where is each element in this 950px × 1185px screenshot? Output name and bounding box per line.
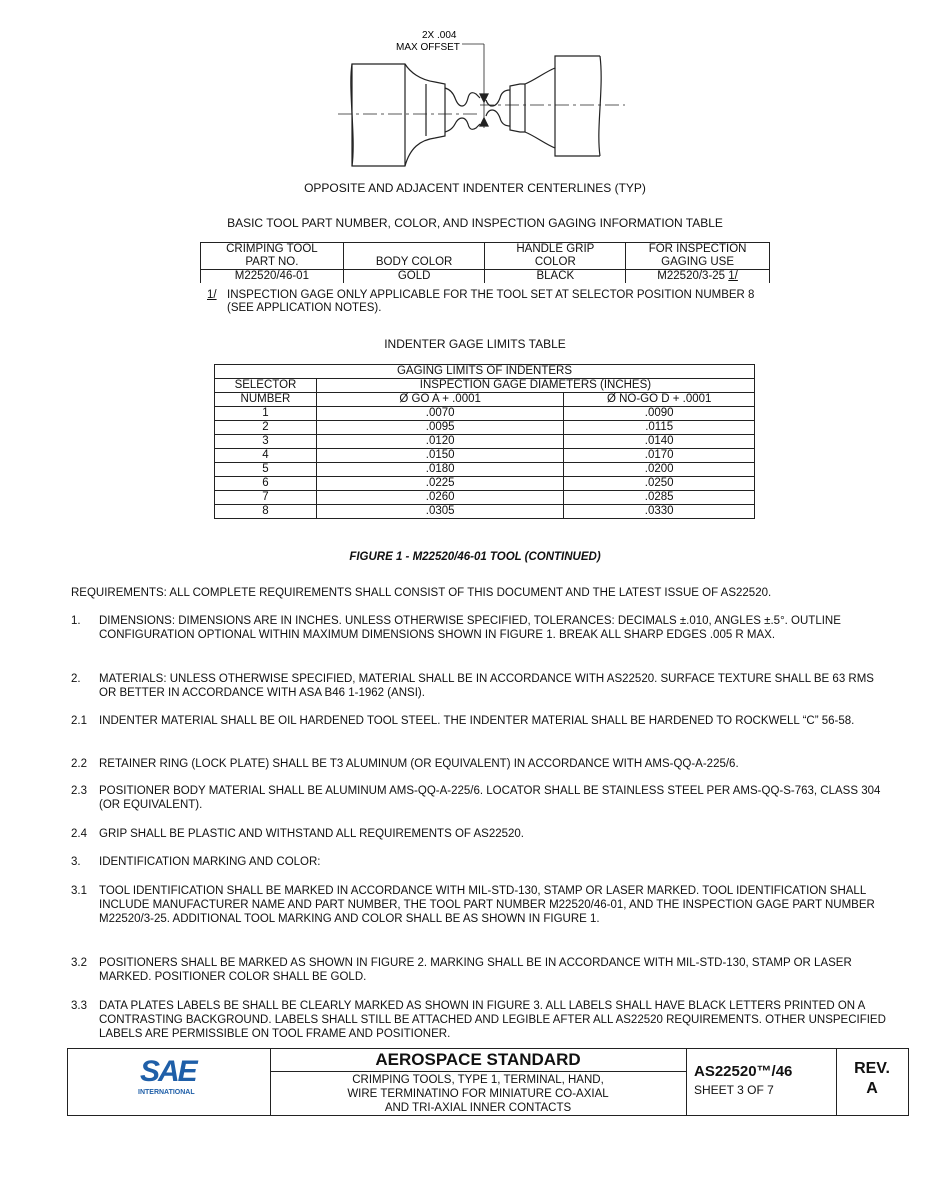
paragraph-number: 2. [71,673,81,685]
paragraph-text: DATA PLATES LABELS BE SHALL BE CLEARLY MARKED AS SHOWN IN FIGURE 3. ALL LABELS SHALL HAVE BLACK LETTERS PRINTED ON A CONTRASTING BACKGROUND. LABELS SHALL STILL BE ATTACHED AND LEGIBLE AFTER ALL AS22520 REQUIREMENTS. OTHER UNSPECIFIED LABELS ARE PERMISSIBLE ON TOOL FRAME AND POSITIONER. [99,1000,886,1040]
standard-type: AEROSPACE STANDARD [270,1049,686,1072]
paragraph-2-3 [71,784,891,812]
selector-header-2: NUMBER [215,393,317,407]
cell-selector: 7 [215,491,317,505]
revision-label: REV. A [854,1060,890,1097]
cell-go: .0095 [316,421,563,435]
standard-description: CRIMPING TOOLS, TYPE 1, TERMINAL, HAND, WIRE TERMINATINO FOR MINIATURE CO-AXIAL AND TRI-AXIAL INNER CONTACTS [347,1074,609,1114]
cell-go: .0260 [316,491,563,505]
revision-cell [836,1049,908,1115]
selector-header-1: SELECTOR [215,379,317,393]
paragraph-text: POSITIONER BODY MATERIAL SHALL BE ALUMINUM AMS-QQ-A-225/6. LOCATOR SHALL BE STAINLESS STEEL PER AMS-QQ-S-763, CLASS 304 (OR EQUIVALENT). [99,785,881,811]
paragraph-1 [71,614,891,642]
table-row [215,505,755,519]
table-row [215,421,755,435]
paragraph-2 [71,672,891,700]
footnote-mark: 1/ [207,289,217,301]
table-header-row [201,243,770,270]
paragraph-text: INDENTER MATERIAL SHALL BE OIL HARDENED TOOL STEEL. THE INDENTER MATERIAL SHALL BE HARDENED TO ROCKWELL “C” 56-58. [99,715,855,727]
cell-nogo: .0170 [564,449,755,463]
cell-nogo: .0250 [564,477,755,491]
paragraph-number: 3. [71,856,81,868]
gage-table-title: INDENTER GAGE LIMITS TABLE [384,337,566,351]
header-part-no: CRIMPING TOOL PART NO. [201,243,344,270]
tool-info-table [200,242,770,283]
cell-go: .0305 [316,505,563,519]
cell-grip-color: BLACK [485,270,626,284]
left-indenter-body [352,64,445,166]
footnote-text: INSPECTION GAGE ONLY APPLICABLE FOR THE TOOL SET AT SELECTOR POSITION NUMBER 8 (SEE APPLICATION NOTES). [227,289,755,314]
gage-header-top: GAGING LIMITS OF INDENTERS [215,365,755,379]
paragraph-2-2 [71,757,891,771]
table-row [201,270,770,284]
cell-go: .0120 [316,435,563,449]
cell-selector: 6 [215,477,317,491]
paragraph-3-2 [71,956,891,984]
cell-selector: 2 [215,421,317,435]
paragraph-number: 3.3 [71,1000,87,1012]
paragraph-number: 2.1 [71,715,87,727]
cell-selector: 1 [215,407,317,421]
paragraph-text: TOOL IDENTIFICATION SHALL BE MARKED IN ACCORDANCE WITH MIL-STD-130, STAMP OR LASER MARKED. TOOL IDENTIFICATION SHALL INCLUDE MANUFACTURER NAME AND PART NUMBER, THE TOOL PART NUMBER M22520/46-01, AND THE INSPECTION GAGE PART NUMBER M22520/3-25. ADDITIONAL TOOL MARKING AND COLOR SHALL BE AS SHOWN IN FIGURE 1. [99,885,875,925]
cell-body-color: GOLD [343,270,485,284]
header-body-color: BODY COLOR [343,243,485,270]
paragraph-2-1 [71,714,891,728]
cell-go: .0150 [316,449,563,463]
paragraph-number: 3.2 [71,957,87,969]
cell-nogo: .0090 [564,407,755,421]
title-description-cell [270,1049,687,1115]
cell-nogo: .0330 [564,505,755,519]
offset-label-line2: MAX OFFSET [396,42,460,53]
paragraph-text: DIMENSIONS: DIMENSIONS ARE IN INCHES. UNLESS OTHERWISE SPECIFIED, TOLERANCES: DECIMALS ±.010, ANGLES ±.5°. OUTLINE CONFIGURATION OPTIONAL WITHIN MAXIMUM DIMENSIONS SHOWN IN FIGURE 1. BREAK ALL SHARP EDGES .005 R MAX. [99,615,841,641]
cell-go: .0180 [316,463,563,477]
gage-limits-table [214,364,755,519]
logo-subtext: INTERNATIONAL [138,1089,195,1096]
cell-go: .0225 [316,477,563,491]
cell-selector: 3 [215,435,317,449]
table-row [215,477,755,491]
cell-nogo: .0285 [564,491,755,505]
paragraph-number: 2.2 [71,758,87,770]
paragraph-3-1 [71,884,891,926]
table-row [215,407,755,421]
paragraph-text: POSITIONERS SHALL BE MARKED AS SHOWN IN FIGURE 2. MARKING SHALL BE IN ACCORDANCE WITH MIL-STD-130, STAMP OR LASER MARKED. POSITIONER COLOR SHALL BE GOLD. [99,957,852,983]
diameter-header: INSPECTION GAGE DIAMETERS (INCHES) [316,379,754,393]
cell-go: .0070 [316,407,563,421]
paragraph-2-4 [71,827,891,841]
cell-nogo: .0140 [564,435,755,449]
cell-selector: 8 [215,505,317,519]
document-number: AS22520™/46 [694,1063,793,1080]
cell-selector: 4 [215,449,317,463]
cell-selector: 5 [215,463,317,477]
paragraph-number: 1. [71,615,81,627]
sae-logo [68,1049,271,1115]
sheet-number: SHEET 3 OF 7 [694,1083,774,1097]
cell-part-no: M22520/46-01 [201,270,344,284]
header-gaging-use: FOR INSPECTION GAGING USE [626,243,770,270]
title-block [67,1048,909,1116]
requirements-intro: REQUIREMENTS: ALL COMPLETE REQUIREMENTS SHALL CONSIST OF THIS DOCUMENT AND THE LATEST ISSUE OF AS22520. [71,587,772,599]
go-header: Ø GO A + .0001 [316,393,563,407]
table-row [215,463,755,477]
paragraph-number: 3.1 [71,885,87,897]
paragraph-text: RETAINER RING (LOCK PLATE) SHALL BE T3 ALUMINUM (OR EQUIVALENT) IN ACCORDANCE WITH AMS-QQ-A-225/6. [99,758,739,770]
cell-gaging-use: M22520/3-25 1/ [626,270,770,284]
cell-nogo: .0200 [564,463,755,477]
table-row [215,491,755,505]
paragraph-3-3 [71,999,891,1041]
table-footnote [207,289,767,315]
header-grip-color: HANDLE GRIP COLOR [485,243,626,270]
figure-caption: FIGURE 1 - M22520/46-01 TOOL (CONTINUED) [349,551,601,563]
paragraph-text: GRIP SHALL BE PLASTIC AND WITHSTAND ALL REQUIREMENTS OF AS22520. [99,828,524,840]
document-number-cell [686,1049,837,1115]
paragraph-number: 2.4 [71,828,87,840]
table-row [215,449,755,463]
logo-text: SAE [140,1055,196,1088]
paragraph-text: IDENTIFICATION MARKING AND COLOR: [99,856,321,868]
offset-label-line1: 2X .004 [422,30,457,41]
paragraph-text: MATERIALS: UNLESS OTHERWISE SPECIFIED, MATERIAL SHALL BE IN ACCORDANCE WITH AS22520. SURFACE TEXTURE SHALL BE 63 RMS OR BETTER IN ACCORDANCE WITH ASA B46 1-1962 (ANSI). [99,673,874,699]
paragraph-number: 2.3 [71,785,87,797]
drawing-caption: OPPOSITE AND ADJACENT INDENTER CENTERLINES (TYP) [304,181,646,195]
table-row [215,435,755,449]
nogo-header: Ø NO-GO D + .0001 [564,393,755,407]
paragraph-3 [71,855,891,869]
cell-nogo: .0115 [564,421,755,435]
indenter-offset-drawing [330,28,630,173]
tool-table-title: BASIC TOOL PART NUMBER, COLOR, AND INSPECTION GAGING INFORMATION TABLE [227,216,723,230]
